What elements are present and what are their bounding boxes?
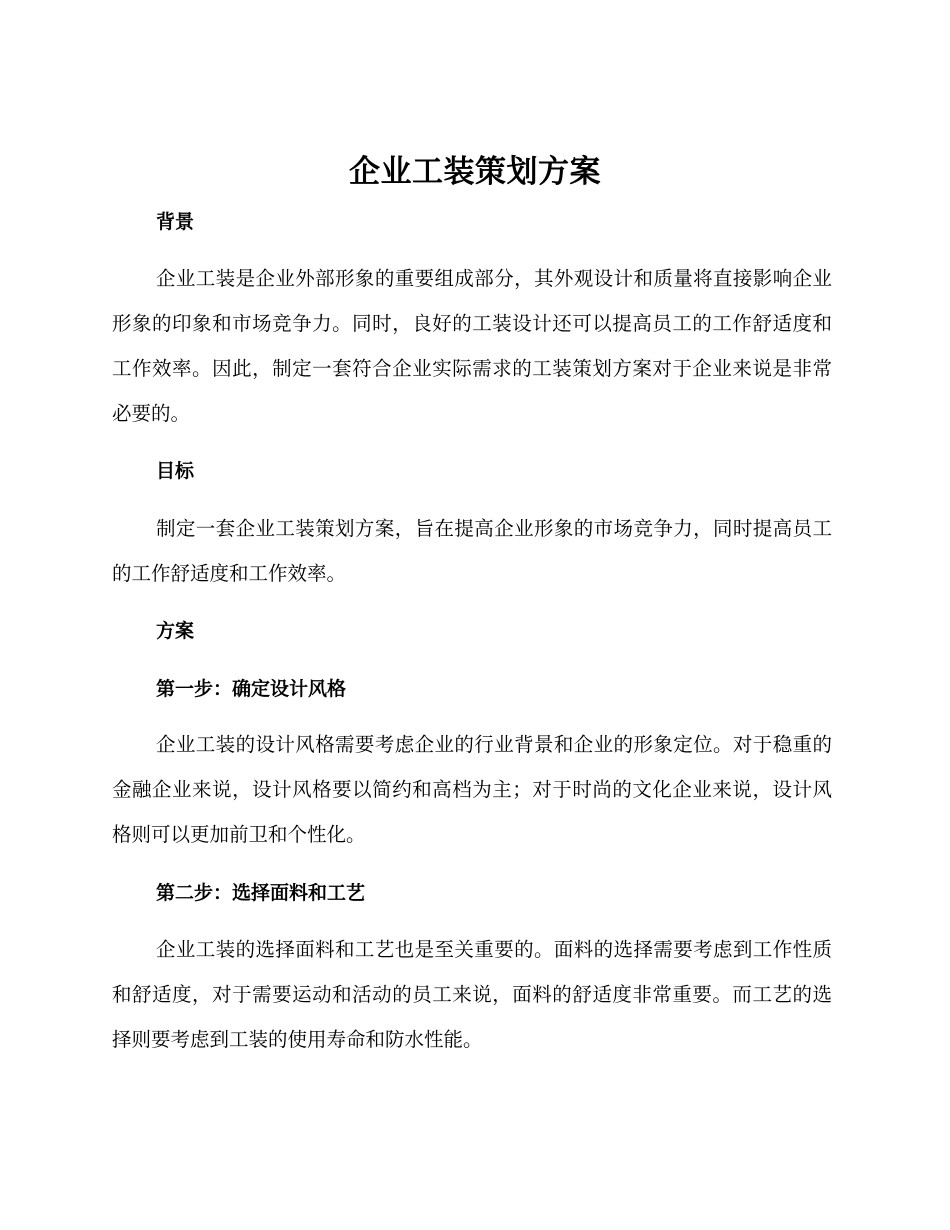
section-heading-step2: 第二步：选择面料和工艺 bbox=[156, 882, 366, 904]
paragraph-goal: 制定一套企业工装策划方案，旨在提高企业形象的市场竞争力，同时提高员工的工作舒适度和工作效率。 bbox=[112, 517, 832, 585]
document-title: 企业工装策划方案 bbox=[349, 154, 601, 190]
paragraph-background: 企业工装是企业外部形象的重要组成部分，其外观设计和质量将直接影响企业形象的印象和市场竞争力。同时，良好的工装设计还可以提高员工的工作舒适度和工作效率。因此，制定一套符合企业实际需求的工装策划方案对于企业来说是非常必要的。 bbox=[112, 267, 832, 425]
section-heading-plan: 方案 bbox=[156, 620, 195, 642]
paragraph-step1: 企业工装的设计风格需要考虑企业的行业背景和企业的形象定位。对于稳重的金融企业来说，设计风格要以简约和高档为主；对于时尚的文化企业来说，设计风格则可以更加前卫和个性化。 bbox=[112, 733, 832, 846]
section-heading-background: 背景 bbox=[156, 211, 195, 233]
section-heading-step1: 第一步：确定设计风格 bbox=[156, 678, 347, 700]
paragraph-step2: 企业工装的选择面料和工艺也是至关重要的。面料的选择需要考虑到工作性质和舒适度，对于需要运动和活动的员工来说，面料的舒适度非常重要。而工艺的选择则要考虑到工装的使用寿命和防水性能。 bbox=[112, 938, 832, 1051]
section-heading-goal: 目标 bbox=[156, 460, 195, 482]
